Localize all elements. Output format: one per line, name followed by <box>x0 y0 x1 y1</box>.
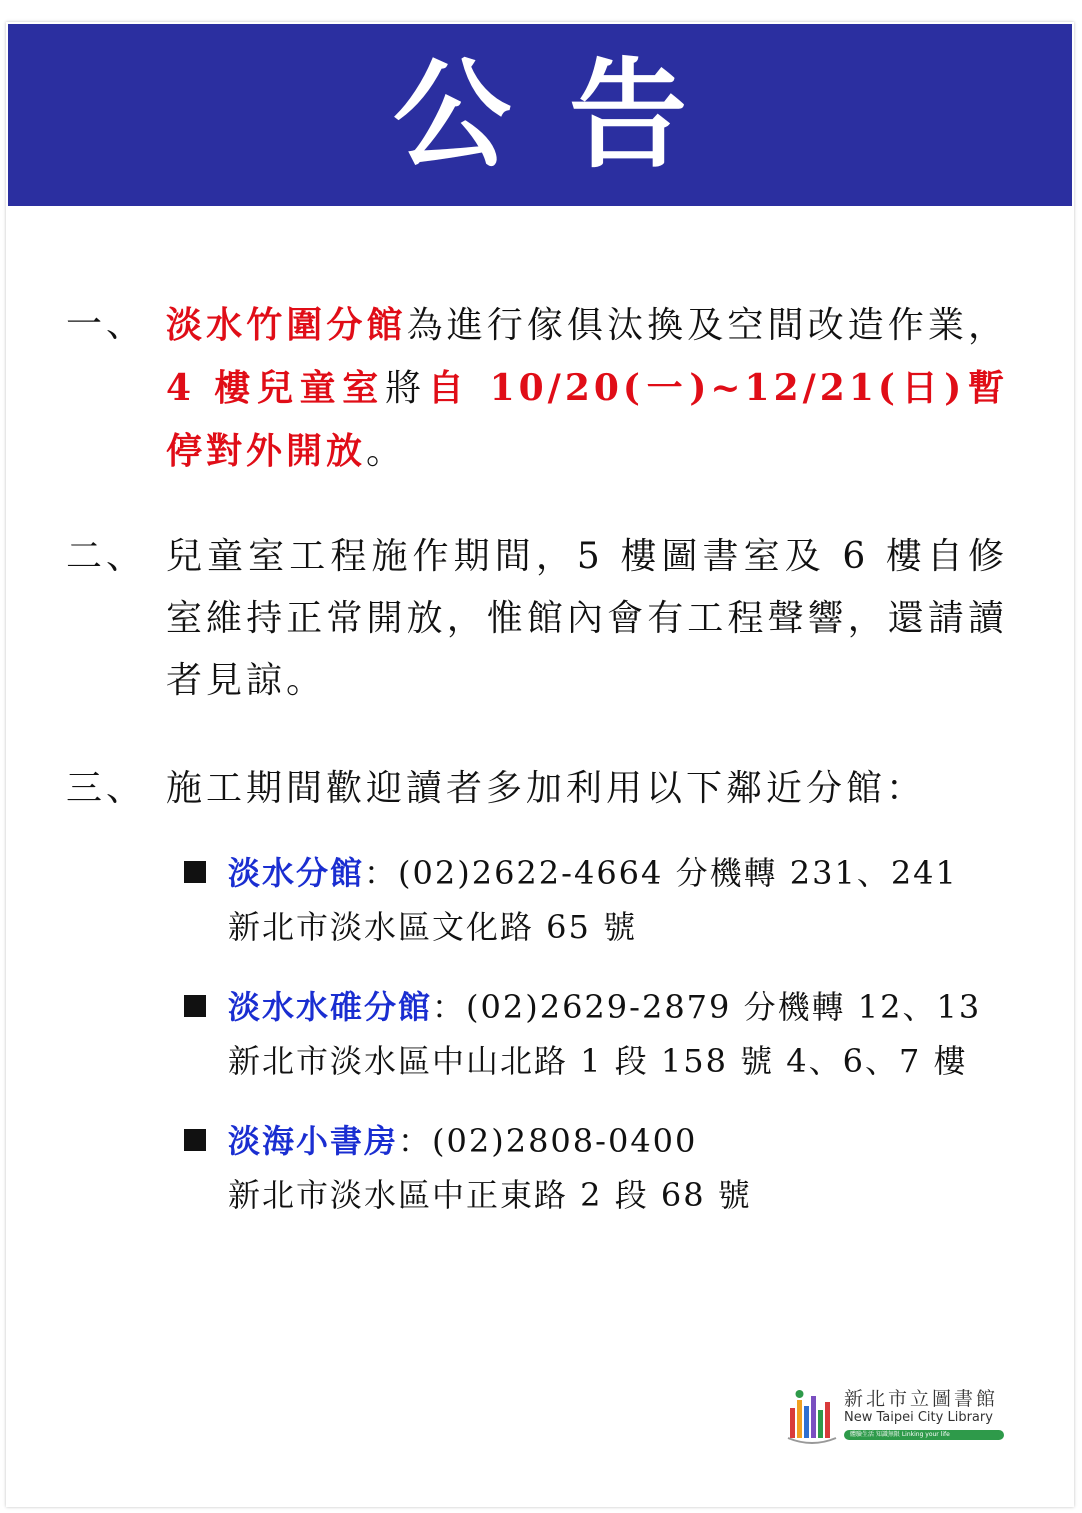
branch-address: 新北市淡水區中山北路 1 段 158 號 4、6、7 樓 <box>228 1042 968 1080</box>
item-text: 兒童室工程施作期間，5 樓圖書室及 6 樓自修室維持正常開放，惟館內會有工程聲響，還請讀者見諒。 <box>166 536 1008 701</box>
logo-name-en: New Taipei City Library <box>844 1410 993 1425</box>
item-text: 施工期間歡迎讀者多加利用以下鄰近分館： <box>166 768 927 809</box>
highlight-floor: 4 樓兒童室 <box>166 367 385 409</box>
library-logo-icon <box>786 1386 838 1446</box>
branch-contact <box>228 1114 697 1168</box>
text-segment: 為進行傢俱汰換及空間改造作業， <box>406 305 1008 346</box>
branch-contact <box>228 846 958 900</box>
item-number: 二、 <box>66 536 147 577</box>
branch-address: 新北市淡水區中正東路 2 段 68 號 <box>228 1176 752 1214</box>
highlight-dates: 自 10/20(一)~12/21(日)暫停對外開放 <box>166 367 1008 472</box>
branch-name: 淡海小書房 <box>228 1122 399 1160</box>
branch-address: 新北市淡水區文化路 65 號 <box>228 908 638 946</box>
notice-item-3 <box>66 758 1016 828</box>
branch-name: 淡水分館 <box>228 854 365 892</box>
branch-name: 淡水水碓分館 <box>228 988 433 1026</box>
notice-item-2 <box>66 526 1016 716</box>
notice-page <box>6 22 1074 1507</box>
square-bullet-icon <box>184 1129 206 1151</box>
library-logo <box>786 1384 1012 1446</box>
text-segment: 。 <box>366 431 407 472</box>
branch-item <box>184 1114 1004 1224</box>
branch-item <box>184 846 1004 956</box>
branch-phone: ：(02)2808-0400 <box>398 1122 698 1160</box>
text-segment: 將 <box>385 368 428 409</box>
item-number: 三、 <box>66 768 147 809</box>
item-text <box>166 294 1008 483</box>
title-banner <box>8 24 1072 206</box>
branch-item <box>184 980 1004 1090</box>
item-number: 一、 <box>66 304 147 345</box>
branch-contact <box>228 980 981 1034</box>
square-bullet-icon <box>184 861 206 883</box>
branch-phone: ：(02)2629-2879 分機轉 12、13 <box>432 988 982 1026</box>
logo-name-zh: 新北市立圖書館 <box>844 1388 999 1410</box>
page-title: 公告 <box>392 46 745 184</box>
square-bullet-icon <box>184 995 206 1017</box>
highlight-branch: 淡水竹圍分館 <box>166 304 407 346</box>
logo-tagline: 體驗生活 知識無限 Linking your life <box>844 1430 1004 1440</box>
notice-item-1 <box>66 294 1016 484</box>
branch-phone: ：(02)2622-4664 分機轉 231、241 <box>364 854 958 892</box>
